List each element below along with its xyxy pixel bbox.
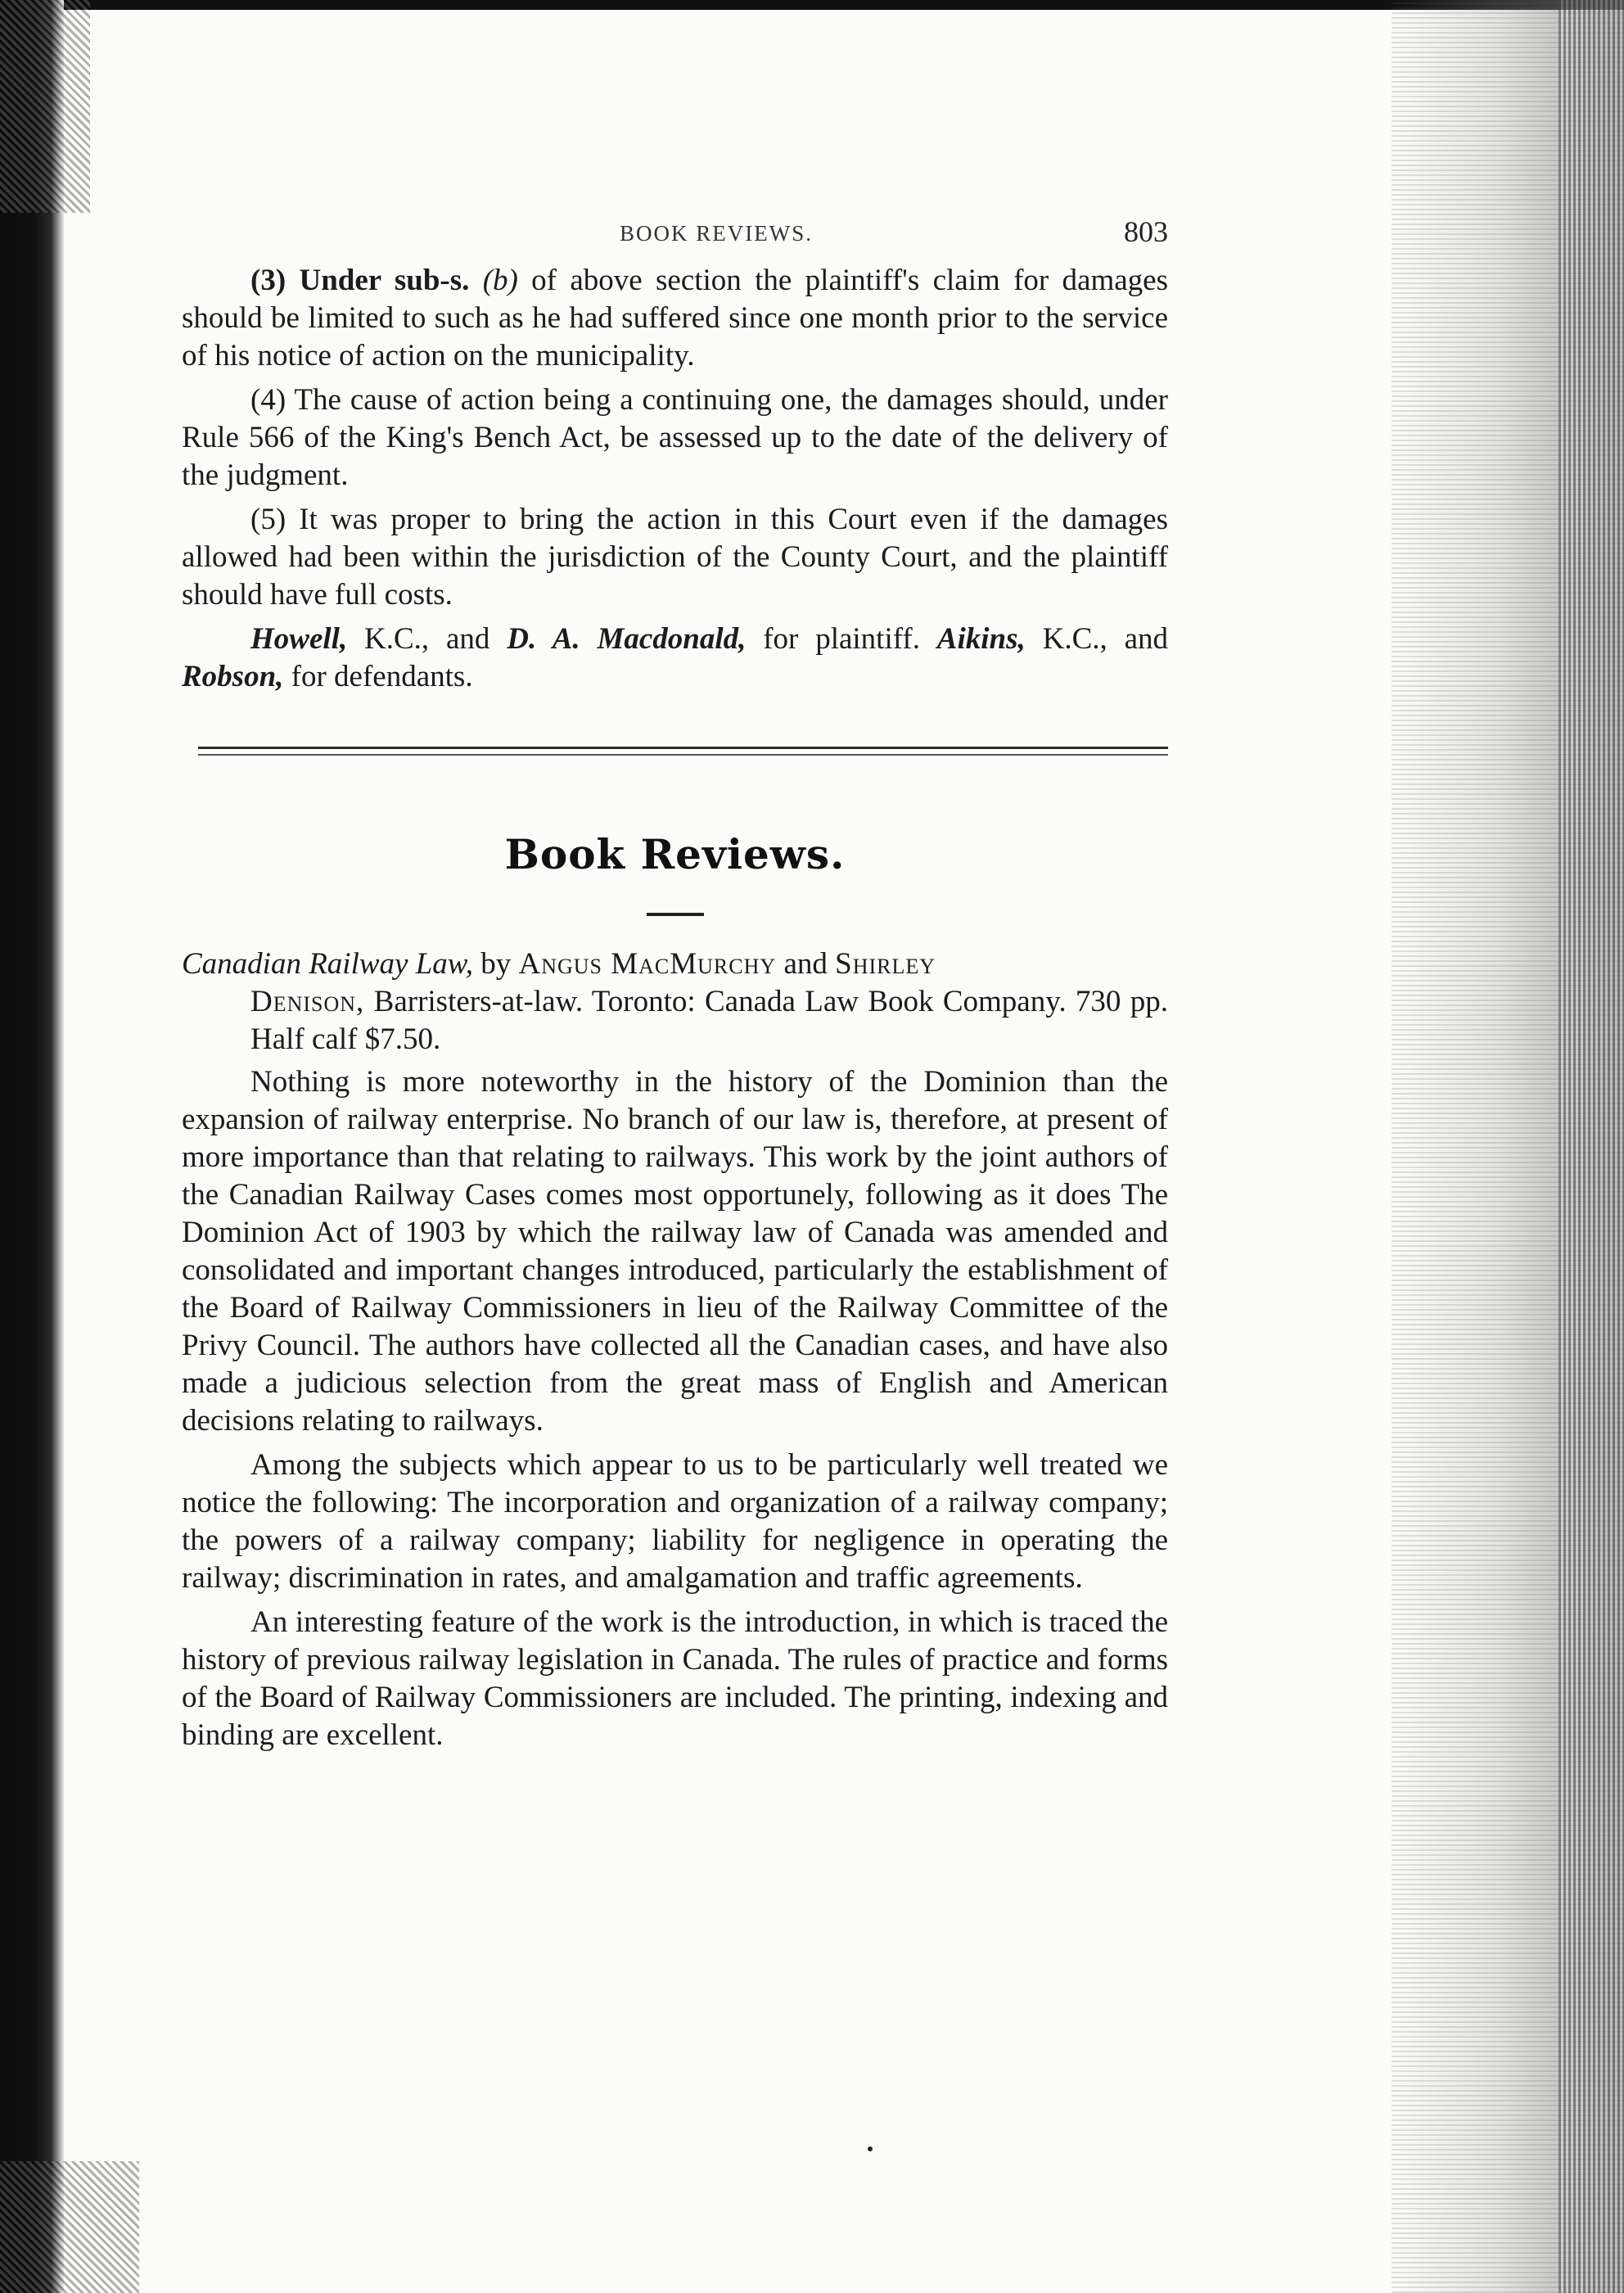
divider-rule-thick — [198, 747, 1168, 749]
counsel-text-4: for defendants. — [283, 660, 473, 693]
review-paragraph-1: Nothing is more noteworthy in the history of the Dominion than the expansion of railway enterprise. No branch of our law is, therefore, at present of more importance than that relating to railways. This work by the joint authors of the Canadian Railway Cases comes most opportunely, following as it does The Dominion Act of 1903 by which the railway law of Canada was amended and consolidated and important changes introduced, particularly the establishment of the Board of Railway Commissioners in lieu of the Railway Committee of the Privy Council. The authors have collected all the Canadian cases, and have also made a judicious selection from the great mass of English and American decisions relating to railways. — [182, 1065, 1168, 1438]
ink-speck — [868, 2146, 873, 2151]
left-edge-noise-bottom — [0, 2161, 139, 2293]
divider-rule-thin — [198, 754, 1168, 756]
counsel-text-1: K.C., and — [347, 622, 508, 656]
case-paragraph-3-label: (3) Under sub-s. — [250, 264, 470, 297]
left-binding-shadow — [0, 0, 64, 2293]
author-2-first: Shirley — [835, 947, 936, 981]
counsel-name-4: Robson, — [182, 660, 284, 693]
author-2-last: Denison, — [250, 985, 365, 1018]
book-title: Canadian Railway Law, — [182, 947, 473, 981]
page-number: 803 — [1124, 215, 1168, 248]
left-edge-noise — [0, 0, 90, 213]
case-paragraph-3 — [182, 262, 1168, 375]
publication-details: Barristers-at-law. Toronto: Canada Law Book Company. 730 pp. Half calf $7.50. — [250, 985, 1168, 1056]
section-divider — [198, 747, 1168, 760]
citation-and: and — [776, 947, 836, 981]
review-paragraph-2: Among the subjects which appear to us to be particularly well treated we notice the following: The incorporation and organization of a railway company; the powers of a railway company; liability for negligence in operating the railway; discrimination in rates, and amalgamation and traffic agreements. — [182, 1448, 1168, 1595]
author-1: Angus MacMurchy — [518, 947, 777, 981]
citation-first-line — [182, 946, 1168, 983]
title-underline — [647, 913, 704, 916]
citation-by: by — [472, 947, 519, 981]
counsel-text-3: K.C., and — [1025, 622, 1168, 656]
counsel-line — [182, 621, 1168, 696]
counsel-name-2: D. A. Macdonald, — [507, 622, 747, 656]
book-citation — [182, 946, 1168, 1058]
counsel-name-1: Howell, — [250, 622, 348, 656]
section-title: Book Reviews. — [504, 830, 846, 878]
counsel-name-3: Aikins, — [936, 622, 1026, 656]
citation-continuation — [182, 983, 1168, 1058]
case-paragraph-3-text: of above section the plaintiff's claim for damages should be limited to such as he had suffered since one month prior to the service of his notice of action on the municipality. — [182, 264, 1168, 372]
top-scan-border — [0, 0, 1624, 10]
case-paragraph-3-subsection: (b) — [482, 264, 518, 297]
counsel-text-2: for plaintiff. — [746, 622, 937, 656]
running-title: BOOK REVIEWS. — [620, 221, 813, 246]
page-content — [182, 215, 1168, 1754]
review-paragraph-3: An interesting feature of the work is the introduction, in which is traced the history of previous railway legislation in Canada. The rules of practice and forms of the Board of Railway Commissioners are included. The printing, indexing and binding are excellent. — [182, 1605, 1168, 1752]
right-page-edge — [1392, 0, 1624, 2293]
case-paragraph-4: (4) The cause of action being a continuing one, the damages should, under Rule 566 of the King's Bench Act, be assessed up to the date of the delivery of the judgment. — [182, 383, 1168, 492]
case-paragraph-5: (5) It was proper to bring the action in this Court even if the damages allowed had been within the jurisdiction of the County Court, and the plaintiff should have full costs. — [182, 503, 1168, 612]
running-head — [182, 215, 1168, 262]
